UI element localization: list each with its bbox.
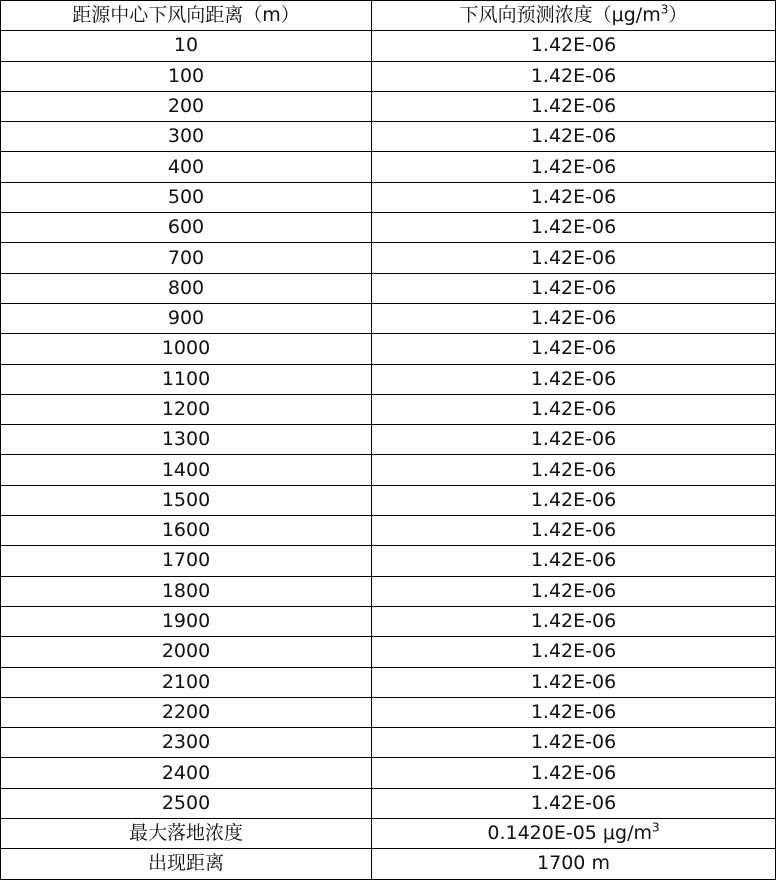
distance-cell: 1100: [1, 364, 372, 394]
concentration-cell: 1.42E-06: [372, 425, 776, 455]
distance-cell: 700: [1, 243, 372, 273]
table-row: [1, 758, 776, 788]
concentration-cell: 1.42E-06: [372, 122, 776, 152]
table-row: [1, 485, 776, 515]
concentration-cell: 1.42E-06: [372, 697, 776, 727]
distance-cell: 1000: [1, 334, 372, 364]
concentration-cell: 1.42E-06: [372, 394, 776, 424]
distance-cell: 100: [1, 61, 372, 91]
max-concentration-value-sup: 3: [651, 820, 660, 835]
table-row: [1, 243, 776, 273]
distance-cell: 10: [1, 31, 372, 61]
concentration-cell: 1.42E-06: [372, 273, 776, 303]
max-concentration-value-text: 0.1420E-05 μg/m: [487, 822, 652, 845]
distance-cell: 2100: [1, 667, 372, 697]
distance-cell: 1200: [1, 394, 372, 424]
distance-cell: 600: [1, 213, 372, 243]
concentration-cell: 1.42E-06: [372, 637, 776, 667]
distance-cell: 800: [1, 273, 372, 303]
concentration-cell: 1.42E-06: [372, 364, 776, 394]
concentration-cell: 1.42E-06: [372, 31, 776, 61]
table-row: [1, 273, 776, 303]
table-row: [1, 91, 776, 121]
concentration-cell: 1.42E-06: [372, 243, 776, 273]
table-row: [1, 364, 776, 394]
table-row: [1, 303, 776, 333]
table-header-row: [1, 1, 776, 31]
table-row: [1, 394, 776, 424]
distance-cell: 1500: [1, 485, 372, 515]
max-distance-value: 1700 m: [372, 849, 776, 879]
concentration-cell: 1.42E-06: [372, 182, 776, 212]
table-row: [1, 455, 776, 485]
max-concentration-value: [372, 819, 776, 849]
header-concentration-text: 下风向预测浓度（μg/m: [459, 4, 661, 27]
distance-cell: 1300: [1, 425, 372, 455]
table-row: [1, 667, 776, 697]
concentration-cell: 1.42E-06: [372, 667, 776, 697]
table-row: [1, 788, 776, 818]
distance-cell: 500: [1, 182, 372, 212]
distance-cell: 1900: [1, 606, 372, 636]
table-row: [1, 334, 776, 364]
table-row: [1, 31, 776, 61]
concentration-cell: 1.42E-06: [372, 152, 776, 182]
table-body: [1, 31, 776, 819]
distance-cell: 2500: [1, 788, 372, 818]
table-row: [1, 122, 776, 152]
concentration-cell: 1.42E-06: [372, 758, 776, 788]
concentration-cell: 1.42E-06: [372, 546, 776, 576]
distance-cell: 2200: [1, 697, 372, 727]
header-concentration: [372, 1, 776, 31]
distance-cell: 300: [1, 122, 372, 152]
distance-cell: 2400: [1, 758, 372, 788]
distance-cell: 900: [1, 303, 372, 333]
concentration-cell: 1.42E-06: [372, 576, 776, 606]
table-row: [1, 213, 776, 243]
table-row: [1, 637, 776, 667]
max-distance-row: [1, 849, 776, 879]
table-row: [1, 516, 776, 546]
concentration-cell: 1.42E-06: [372, 91, 776, 121]
distance-cell: 1400: [1, 455, 372, 485]
concentration-cell: 1.42E-06: [372, 303, 776, 333]
distance-cell: 2000: [1, 637, 372, 667]
concentration-cell: 1.42E-06: [372, 334, 776, 364]
table-row: [1, 576, 776, 606]
table-row: [1, 606, 776, 636]
concentration-cell: 1.42E-06: [372, 61, 776, 91]
concentration-cell: 1.42E-06: [372, 606, 776, 636]
distance-cell: 1600: [1, 516, 372, 546]
concentration-cell: 1.42E-06: [372, 788, 776, 818]
table-row: [1, 61, 776, 91]
distance-cell: 1800: [1, 576, 372, 606]
concentration-cell: 1.42E-06: [372, 516, 776, 546]
max-distance-label: 出现距离: [1, 849, 372, 879]
table-row: [1, 182, 776, 212]
distance-cell: 400: [1, 152, 372, 182]
table-row: [1, 425, 776, 455]
table-row: [1, 697, 776, 727]
table-row: [1, 546, 776, 576]
max-concentration-row: [1, 819, 776, 849]
header-distance: 距源中心下风向距离（m）: [1, 1, 372, 31]
concentration-cell: 1.42E-06: [372, 213, 776, 243]
distance-cell: 2300: [1, 728, 372, 758]
max-concentration-label: 最大落地浓度: [1, 819, 372, 849]
concentration-cell: 1.42E-06: [372, 728, 776, 758]
distance-cell: 1700: [1, 546, 372, 576]
header-concentration-close: ）: [668, 4, 688, 27]
table-row: [1, 728, 776, 758]
distance-cell: 200: [1, 91, 372, 121]
table-row: [1, 152, 776, 182]
concentration-cell: 1.42E-06: [372, 455, 776, 485]
concentration-cell: 1.42E-06: [372, 485, 776, 515]
header-concentration-sup: 3: [660, 2, 669, 17]
